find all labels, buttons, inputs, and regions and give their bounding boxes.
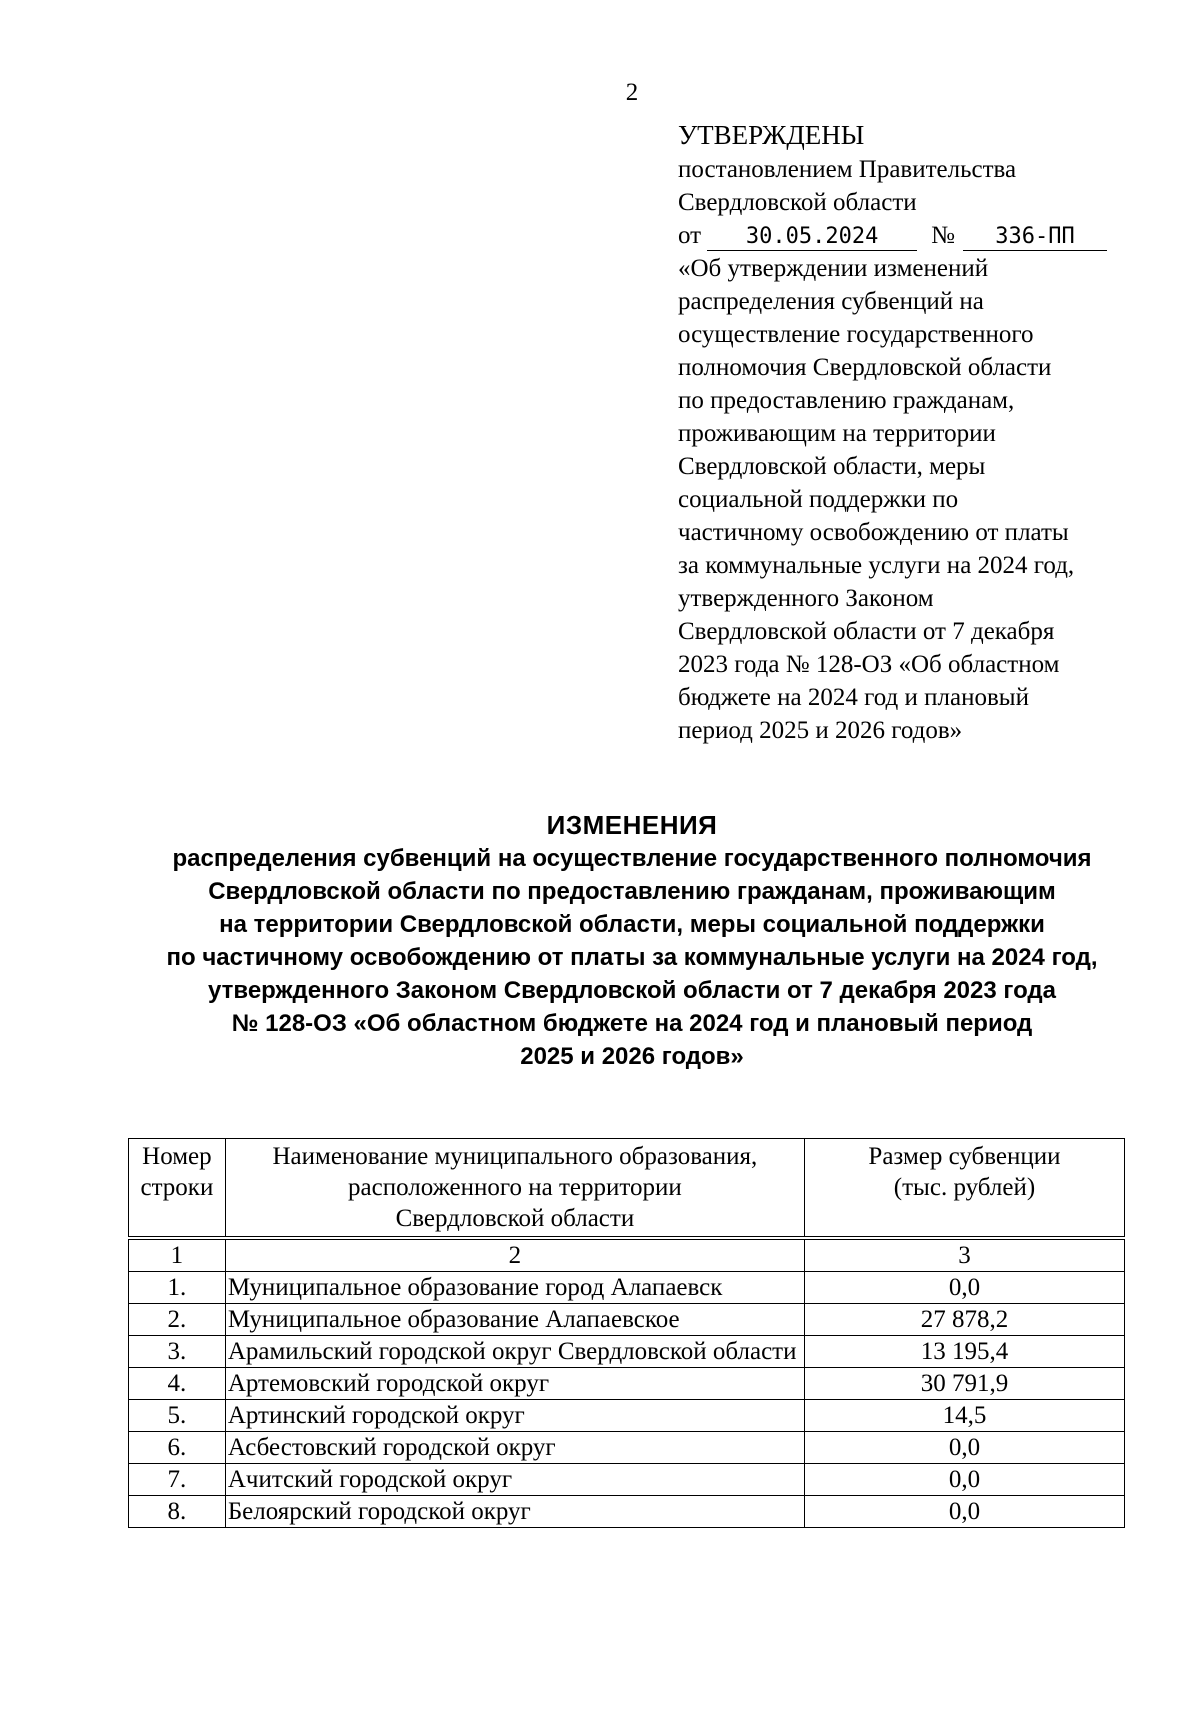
approval-subject-line: за коммунальные услуги на 2024 год, xyxy=(678,552,1075,579)
approval-subject-line: частичному освобождению от платы xyxy=(678,519,1069,546)
approval-date: 30.05.2024 xyxy=(707,224,917,251)
table-header-row xyxy=(129,1139,1125,1239)
municipality-name: Белоярский городской округ xyxy=(225,1496,804,1528)
column-index-row xyxy=(129,1238,1125,1272)
subvention-amount: 0,0 xyxy=(804,1272,1124,1304)
approval-subject-line: утвержденного Законом xyxy=(678,585,934,612)
header-text: Наименование муниципального образования, xyxy=(272,1143,758,1170)
row-number: 8. xyxy=(129,1496,226,1528)
subvention-amount: 0,0 xyxy=(804,1496,1124,1528)
heading-line: 2025 и 2026 годов» xyxy=(520,1043,744,1070)
subvention-amount: 0,0 xyxy=(804,1464,1124,1496)
municipality-name: Арамильский городской округ Свердловской области xyxy=(225,1336,804,1368)
heading-line: по частичному освобождению от платы за коммунальные услуги на 2024 год, xyxy=(166,944,1098,971)
approval-line: Свердловской области xyxy=(678,189,917,216)
heading-title: ИЗМЕНЕНИЯ xyxy=(546,810,718,840)
approval-number: 336-ПП xyxy=(963,224,1107,251)
table-row xyxy=(129,1368,1125,1400)
column-index: 3 xyxy=(804,1238,1124,1272)
table-row xyxy=(129,1496,1125,1528)
table-row xyxy=(129,1464,1125,1496)
header-text: Размер субвенции xyxy=(868,1143,1061,1170)
approval-subject-line: осуществление государственного xyxy=(678,321,1034,348)
municipality-name: Муниципальное образование Алапаевское xyxy=(225,1304,804,1336)
column-index: 2 xyxy=(225,1238,804,1272)
table-row xyxy=(129,1400,1125,1432)
approval-subject-line: распределения субвенций на xyxy=(678,288,984,315)
approval-block xyxy=(678,118,1158,747)
subvention-amount: 27 878,2 xyxy=(804,1304,1124,1336)
table-row xyxy=(129,1272,1125,1304)
approval-subject-line: по предоставлению гражданам, xyxy=(678,387,1015,414)
page-number: 2 xyxy=(625,79,639,106)
table-row xyxy=(129,1304,1125,1336)
header-text: Номер xyxy=(142,1143,212,1170)
approval-date-line xyxy=(678,219,1158,252)
subvention-amount: 0,0 xyxy=(804,1432,1124,1464)
table-row xyxy=(129,1432,1125,1464)
heading-line: утвержденного Законом Свердловской области от 7 декабря 2023 года xyxy=(207,977,1056,1004)
approval-subject xyxy=(678,252,1158,747)
row-number: 2. xyxy=(129,1304,226,1336)
approval-subject-line: «Об утверждении изменений xyxy=(678,255,989,282)
row-number: 3. xyxy=(129,1336,226,1368)
subvention-amount: 14,5 xyxy=(804,1400,1124,1432)
document-heading xyxy=(0,808,1200,1073)
row-number: 7. xyxy=(129,1464,226,1496)
municipality-name: Муниципальное образование город Алапаевск xyxy=(225,1272,804,1304)
row-number: 6. xyxy=(129,1432,226,1464)
approval-subject-line: Свердловской области от 7 декабря xyxy=(678,618,1055,645)
approval-subject-line: проживающим на территории xyxy=(678,420,996,447)
header-municipality-name xyxy=(225,1139,804,1239)
approval-subject-line: 2023 года № 128-ОЗ «Об областном xyxy=(678,651,1060,678)
heading-line: на территории Свердловской области, меры социальной поддержки xyxy=(219,911,1045,938)
row-number: 1. xyxy=(129,1272,226,1304)
approval-line: постановлением Правительства xyxy=(678,156,1017,183)
header-row-number xyxy=(129,1139,226,1239)
row-number: 5. xyxy=(129,1400,226,1432)
subvention-amount: 30 791,9 xyxy=(804,1368,1124,1400)
column-index: 1 xyxy=(129,1238,226,1272)
row-number: 4. xyxy=(129,1368,226,1400)
subvention-table xyxy=(128,1138,1125,1528)
subvention-amount: 13 195,4 xyxy=(804,1336,1124,1368)
approval-subject-line: полномочия Свердловской области xyxy=(678,354,1052,381)
approval-subject-line: социальной поддержки по xyxy=(678,486,959,513)
date-prefix: от xyxy=(678,222,702,249)
header-text: Свердловской области xyxy=(395,1205,635,1232)
approval-subject-line: период 2025 и 2026 годов» xyxy=(678,717,963,744)
municipality-name: Ачитский городской округ xyxy=(225,1464,804,1496)
header-subvention-amount xyxy=(804,1139,1124,1239)
number-sign: № xyxy=(931,222,955,249)
header-text: расположенного на территории xyxy=(348,1174,682,1201)
approval-title: УТВЕРЖДЕНЫ xyxy=(678,120,865,150)
municipality-name: Артемовский городской округ xyxy=(225,1368,804,1400)
municipality-name: Артинский городской округ xyxy=(225,1400,804,1432)
table-row xyxy=(129,1336,1125,1368)
heading-line: распределения субвенций на осуществление государственного полномочия xyxy=(172,845,1092,872)
header-text: строки xyxy=(140,1174,214,1201)
heading-line: № 128-ОЗ «Об областном бюджете на 2024 год и плановый период xyxy=(231,1010,1033,1037)
heading-line: Свердловской области по предоставлению гражданам, проживающим xyxy=(208,878,1056,905)
header-text: (тыс. рублей) xyxy=(893,1174,1036,1201)
municipality-name: Асбестовский городской округ xyxy=(225,1432,804,1464)
approval-subject-line: бюджете на 2024 год и плановый xyxy=(678,684,1029,711)
approval-subject-line: Свердловской области, меры xyxy=(678,453,986,480)
